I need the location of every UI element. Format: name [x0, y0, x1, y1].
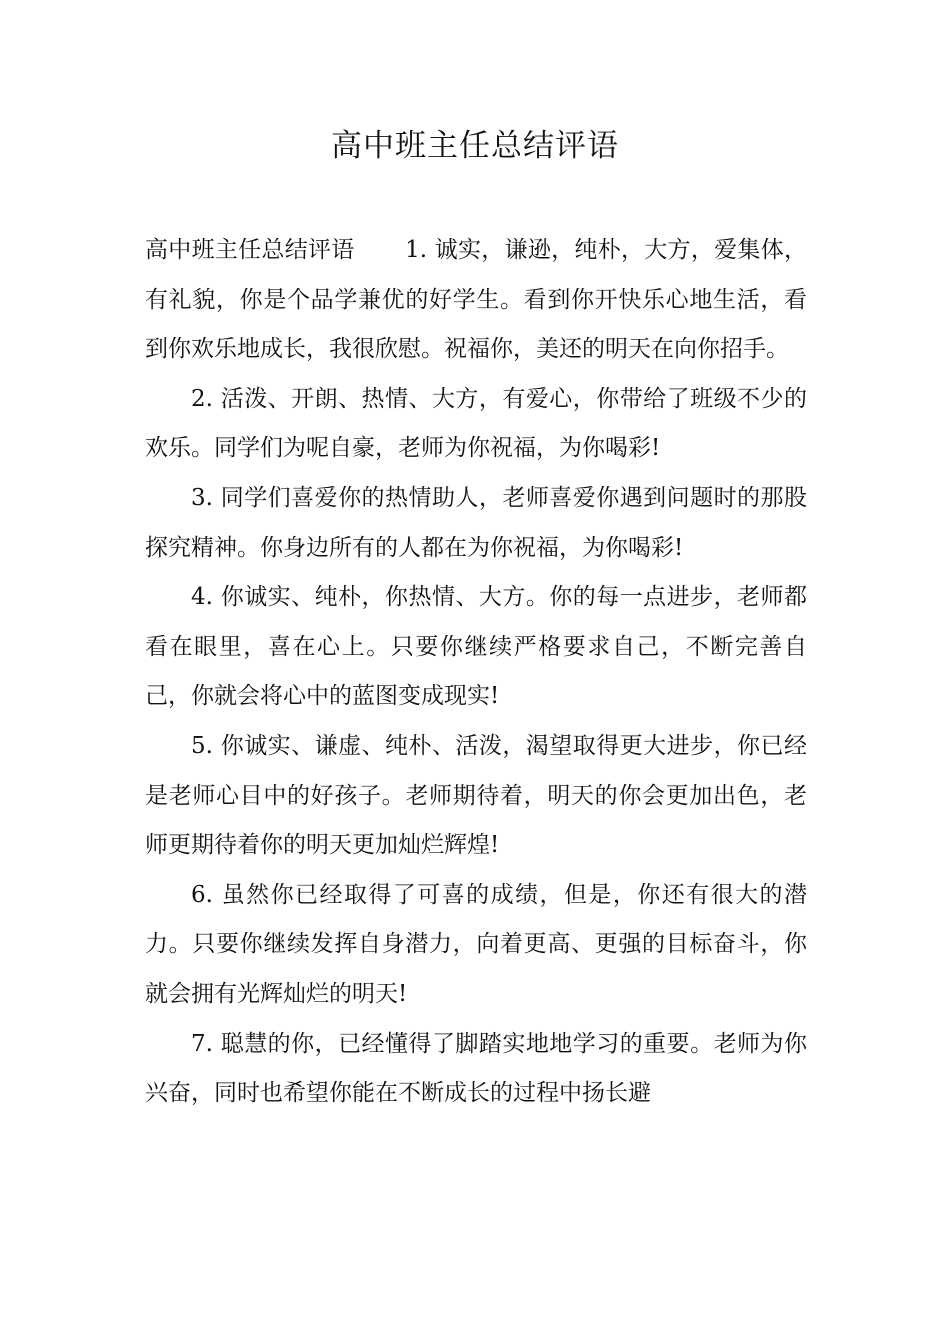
paragraph-3: 3. 同学们喜爱你的热情助人，老师喜爱你遇到问题时的那股探究精神。你身边所有的人都在为你祝福，为你喝彩!	[145, 484, 807, 561]
document-title: 高中班主任总结评语	[331, 128, 619, 164]
paragraph-2: 2. 活泼、开朗、热情、大方，有爱心，你带给了班级不少的欢乐。同学们为呢自豪，老师为你祝福，为你喝彩!	[145, 385, 807, 462]
document-body	[145, 226, 807, 1119]
paragraph-6: 6. 虽然你已经取得了可喜的成绩，但是，你还有很大的潜力。只要你继续发挥自身潜力，向着更高、更强的目标奋斗，你就会拥有光辉灿烂的明天!	[145, 881, 807, 1007]
lead-heading: 高中班主任总结评语	[145, 237, 355, 263]
paragraph-4: 4. 你诚实、纯朴，你热情、大方。你的每一点进步，老师都看在眼里，喜在心上。只要你继续严格要求自己，不断完善自己，你就会将心中的蓝图变成现实!	[145, 584, 807, 710]
lead-paragraph	[145, 226, 807, 375]
paragraph-5: 5. 你诚实、谦虚、纯朴、活泼，渴望取得更大进步，你已经是老师心目中的好孩子。老师期待着，明天的你会更加出色，老师更期待着你的明天更加灿烂辉煌!	[145, 732, 807, 859]
lead-text: 1. 诚实，谦逊，纯朴，大方，爱集体，有礼貌，你是个品学兼优的好学生。看到你开快乐心地生活，看到你欢乐地成长，我很欣慰。祝福你，美还的明天在向你招手。	[145, 237, 807, 363]
paragraph-7: 7. 聪慧的你，已经懂得了脚踏实地地学习的重要。老师为你兴奋，同时也希望你能在不断成长的过程中扬长避	[145, 1030, 807, 1107]
